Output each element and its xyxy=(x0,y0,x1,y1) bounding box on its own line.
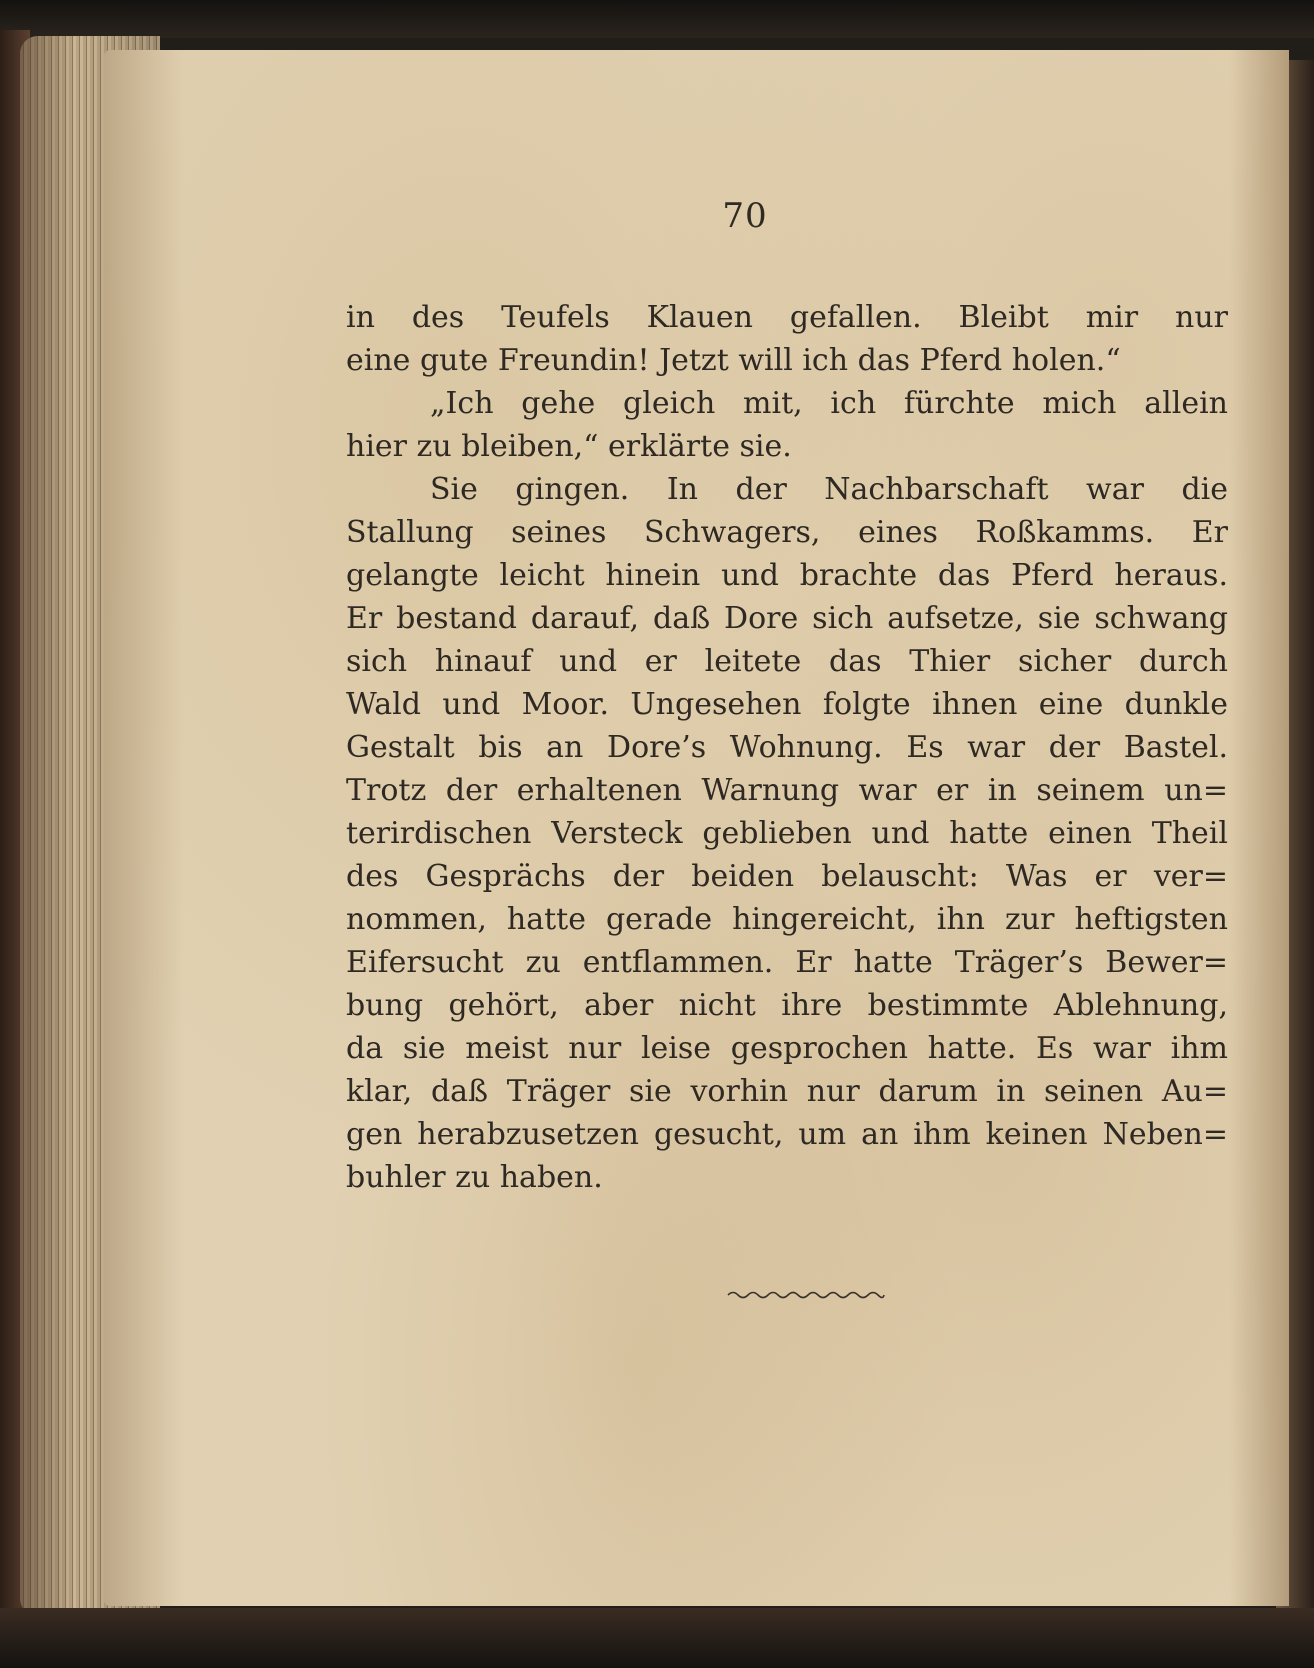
text-line: bung gehört, aber nicht ihre bestimmte Ablehnung, xyxy=(346,988,1228,1023)
text-line: da sie meist nur leise gesprochen hatte. Es war ihm xyxy=(346,1031,1228,1066)
text-line: nommen, hatte gerade hingereicht, ihn zur heftigsten xyxy=(346,902,1228,937)
text-line: eine gute Freundin! Jetzt will ich das Pferd holen.“ xyxy=(346,343,1121,378)
text-line: Trotz der erhaltenen Warnung war er in seinem un= xyxy=(346,773,1228,808)
text-line: Stallung seines Schwagers, eines Roßkamms. Er xyxy=(346,515,1228,550)
text-line: Gestalt bis an Dore’s Wohnung. Es war der Bastel. xyxy=(346,730,1228,765)
text-line: sich hinauf und er leitete das Thier sicher durch xyxy=(346,644,1228,679)
text-line: gelangte leicht hinein und brachte das Pferd heraus. xyxy=(346,558,1228,593)
book-binding-top xyxy=(0,0,1314,38)
text-line: Wald und Moor. Ungesehen folgte ihnen eine dunkle xyxy=(346,687,1228,722)
text-line: „Ich gehe gleich mit, ich fürchte mich allein xyxy=(430,386,1228,421)
text-line: Sie gingen. In der Nachbarschaft war die xyxy=(430,472,1228,507)
end-ornament xyxy=(726,1288,886,1302)
text-line: gen herabzusetzen gesucht, um an ihm keinen Neben= xyxy=(346,1117,1228,1152)
text-line: Er bestand darauf, daß Dore sich aufsetze, sie schwang xyxy=(346,601,1228,636)
page-number: 70 xyxy=(722,196,768,236)
text-line: terirdischen Versteck geblieben und hatte einen Theil xyxy=(346,816,1228,851)
book-binding-bottom xyxy=(0,1608,1314,1668)
text-line: buhler zu haben. xyxy=(346,1160,603,1195)
text-line: klar, daß Träger sie vorhin nur darum in seinen Au= xyxy=(346,1074,1228,1109)
text-line: hier zu bleiben,“ erklärte sie. xyxy=(346,429,792,464)
text-line: in des Teufels Klauen gefallen. Bleibt mir nur xyxy=(346,300,1228,335)
body-text xyxy=(346,296,1228,1199)
text-line: Eifersucht zu entflammen. Er hatte Träger’s Bewer= xyxy=(346,945,1228,980)
text-line: des Gesprächs der beiden belauscht: Was er ver= xyxy=(346,859,1228,894)
